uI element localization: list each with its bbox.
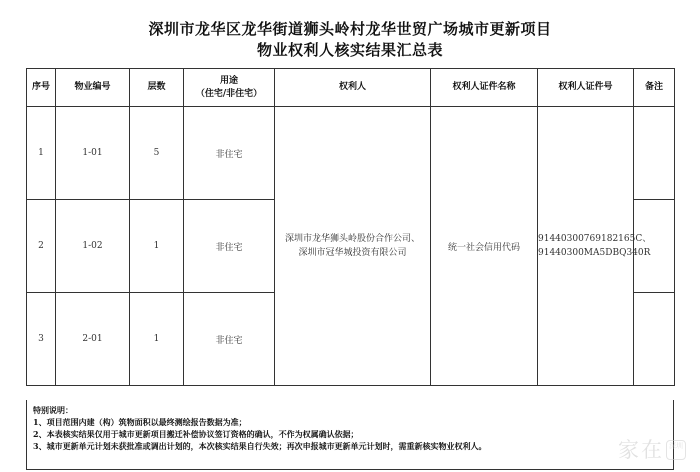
owner-line1: 深圳市龙华狮头岭股份合作公司、 [284, 234, 420, 244]
cell-seq: 3 [27, 293, 56, 386]
header-usage-line2: （住宅/非住宅） [195, 88, 263, 99]
cell-property-no: 1-01 [56, 107, 130, 200]
header-usage [184, 69, 275, 107]
note-item-1: 1、项目范围内建（构）筑物面积以最终测绘报告数据为准； [33, 417, 247, 427]
cell-usage: 非住宅 [184, 107, 275, 200]
cert-no-line2: 91440300MA5DBQ340R [538, 248, 651, 258]
cell-floors: 1 [130, 293, 184, 386]
cell-remarks [634, 293, 675, 386]
cell-floors: 5 [130, 107, 184, 200]
table-header-row [27, 69, 675, 107]
note-item-3: 3、城市更新单元计划未获批准或调出计划的，本次核实结果自行失效；再次申报城市更新单元计划时，需重新核实物业权利人。 [33, 441, 487, 451]
header-floors: 层数 [130, 69, 184, 107]
owner-line2: 深圳市冠华城投资有限公司 [298, 248, 407, 258]
header-usage-line1: 用途 [219, 75, 238, 86]
verification-table [26, 68, 675, 386]
header-owner: 权利人 [275, 69, 431, 107]
header-seq: 序号 [27, 69, 56, 107]
cell-remarks [634, 200, 675, 293]
cell-remarks [634, 107, 675, 200]
cell-cert-no [538, 107, 652, 386]
cell-property-no: 1-02 [56, 200, 130, 293]
cell-seq: 2 [27, 200, 56, 293]
cell-seq: 1 [27, 107, 56, 200]
header-remarks: 备注 [634, 69, 675, 107]
cert-no-line1: 91440300769182165C、 [538, 234, 652, 244]
special-notes [26, 400, 674, 470]
watermark-text: 家在 [618, 438, 664, 462]
document-subtitle: 物业权利人核实结果汇总表 [256, 41, 443, 59]
header-cert-name: 权利人证件名称 [431, 69, 538, 107]
cell-owner [275, 107, 431, 386]
cell-usage: 非住宅 [184, 200, 275, 293]
cell-floors: 1 [130, 200, 184, 293]
table-row [27, 107, 675, 200]
site-watermark [598, 434, 694, 468]
cell-usage: 非住宅 [184, 293, 275, 386]
cell-cert-name: 统一社会信用代码 [431, 107, 538, 386]
note-item-2: 2、本表核实结果仅用于城市更新项目搬迁补偿协议签订资格的确认，不作为权属确认依据； [33, 429, 359, 439]
header-property-no: 物业编号 [56, 69, 130, 107]
watermark-badge: 深圳 [666, 440, 686, 460]
header-cert-no: 权利人证件号 [538, 69, 634, 107]
document-title: 深圳市龙华区龙华街道狮头岭村龙华世贸广场城市更新项目 [148, 20, 552, 38]
cell-property-no: 2-01 [56, 293, 130, 386]
notes-heading: 特别说明： [33, 405, 73, 415]
